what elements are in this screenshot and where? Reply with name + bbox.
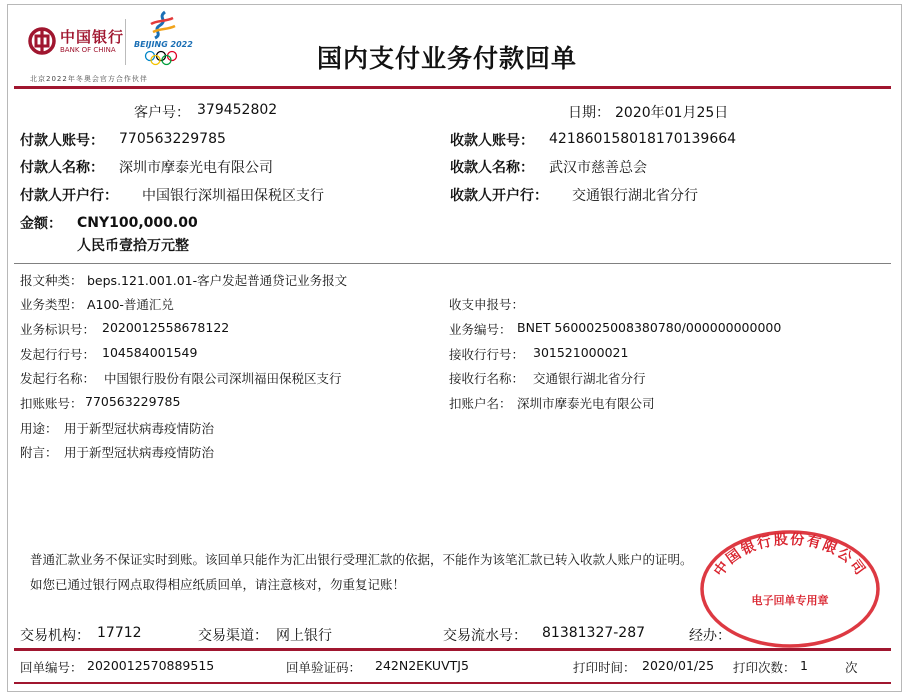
recv-bank-no-value: 301521000021 (533, 345, 629, 360)
seal-arc-text: 中国银行股份有限公司 (711, 531, 869, 580)
verify-code-label: 回单验证码： (286, 660, 362, 675)
biz-no-value: BNET 5600025008380780/000000000000 (517, 320, 782, 335)
orig-bank-no-value: 104584001549 (102, 345, 198, 360)
page-title: 国内支付业务付款回单 (317, 44, 578, 73)
payer-account-label: 付款人账号： (20, 133, 104, 149)
purpose-label: 用途： (20, 421, 58, 436)
amount-value: CNY100,000.00 (77, 215, 198, 231)
bank-of-china-logo-icon (28, 27, 56, 55)
channel-value: 网上银行 (276, 628, 332, 644)
olympic-rings-icon (144, 50, 178, 66)
verify-code-value: 242N2EKUVTJ5 (375, 658, 469, 673)
receipt-no-label: 回单编号： (20, 660, 83, 675)
payer-name-value: 深圳市摩泰光电有限公司 (119, 160, 273, 176)
header-divider (14, 86, 891, 89)
bottom-border (14, 682, 891, 684)
serial-label: 交易流水号： (443, 628, 527, 644)
biz-no-label: 业务编号： (449, 322, 512, 337)
logo-divider (125, 19, 126, 65)
bank-logo-en: BANK OF CHINA (60, 46, 116, 54)
amount-label: 金额： (20, 216, 62, 232)
payee-account-value: 421860158018170139664 (549, 131, 737, 147)
payee-bank-label: 收款人开户行： (450, 188, 548, 204)
serial-value: 81381327-287 (542, 625, 646, 641)
notice-line-2: 如您已通过银行网点取得相应纸质回单，请注意核对，勿重复记账！ (30, 577, 406, 592)
org-label: 交易机构： (20, 628, 90, 644)
debit-account-value: 770563229785 (85, 394, 181, 409)
handler-label: 经办： (689, 628, 731, 644)
payee-name-label: 收款人名称： (450, 160, 534, 176)
biz-id-label: 业务标识号： (20, 322, 96, 337)
payer-bank-label: 付款人开户行： (20, 188, 118, 204)
print-count-label: 打印次数： (733, 660, 796, 675)
notice-line-1: 普通汇款业务不保证实时到账。该回单只能作为汇出银行受理汇款的依据，不能作为该笔汇款已转入收款人账户的证明。 (30, 552, 693, 567)
biz-type-label: 业务类型： (20, 297, 83, 312)
recv-bank-name-label: 接收行名称： (449, 371, 525, 386)
payer-name-label: 付款人名称： (20, 160, 104, 176)
org-value: 17712 (97, 625, 142, 641)
note-label: 附言： (20, 445, 58, 460)
date-value: 2020年01月25日 (615, 105, 729, 121)
debit-name-value: 深圳市摩泰光电有限公司 (517, 396, 655, 411)
customer-no-label: 客户号： (134, 105, 190, 121)
biz-id-value: 2020012558678122 (102, 320, 230, 335)
orig-bank-no-label: 发起行行号： (20, 347, 96, 362)
payee-bank-value: 交通银行湖北省分行 (572, 188, 698, 204)
recv-bank-name-value: 交通银行湖北省分行 (533, 371, 646, 386)
payer-bank-value: 中国银行深圳福田保税区支行 (142, 188, 324, 204)
msg-type-label: 报文种类： (20, 273, 83, 288)
payee-account-label: 收款人账号： (450, 133, 534, 149)
payer-account-value: 770563229785 (119, 131, 226, 147)
print-time-value: 2020/01/25 (642, 658, 715, 673)
date-label: 日期： (568, 105, 610, 121)
bank-logo-cn: 中国银行 (60, 28, 125, 46)
receipt-no-value: 2020012570889515 (87, 658, 215, 673)
sponsor-line: 北京2022年冬奥会官方合作伙伴 (30, 75, 148, 83)
channel-label: 交易渠道： (198, 628, 268, 644)
seal-center-text: 电子回单专用章 (751, 594, 829, 607)
customer-no-value: 379452802 (197, 102, 278, 118)
debit-account-label: 扣账账号： (20, 396, 83, 411)
amount-words: 人民币壹拾万元整 (77, 238, 189, 254)
purpose-value: 用于新型冠状病毒疫情防治 (64, 421, 215, 436)
receipt-report-label: 收支申报号： (449, 297, 525, 312)
note-value: 用于新型冠状病毒疫情防治 (64, 445, 215, 460)
orig-bank-name-label: 发起行名称： (20, 371, 96, 386)
debit-name-label: 扣账户名： (449, 396, 512, 411)
print-count-value: 1 (800, 658, 808, 673)
olympic-text: BEIJING 2022 (134, 40, 193, 49)
electronic-receipt-seal (698, 528, 882, 650)
seal-outer-ring (702, 532, 878, 646)
biz-type-value: A100-普通汇兑 (87, 297, 174, 312)
orig-bank-name-value: 中国银行股份有限公司深圳福田保税区支行 (104, 371, 342, 386)
beijing-2022-emblem-icon (143, 10, 183, 40)
print-count-unit: 次 (845, 660, 858, 675)
msg-type-value: beps.121.001.01-客户发起普通贷记业务报文 (87, 273, 348, 288)
payee-name-value: 武汉市慈善总会 (549, 160, 647, 176)
print-time-label: 打印时间： (573, 660, 636, 675)
recv-bank-no-label: 接收行行号： (449, 347, 525, 362)
summary-divider (14, 263, 891, 264)
